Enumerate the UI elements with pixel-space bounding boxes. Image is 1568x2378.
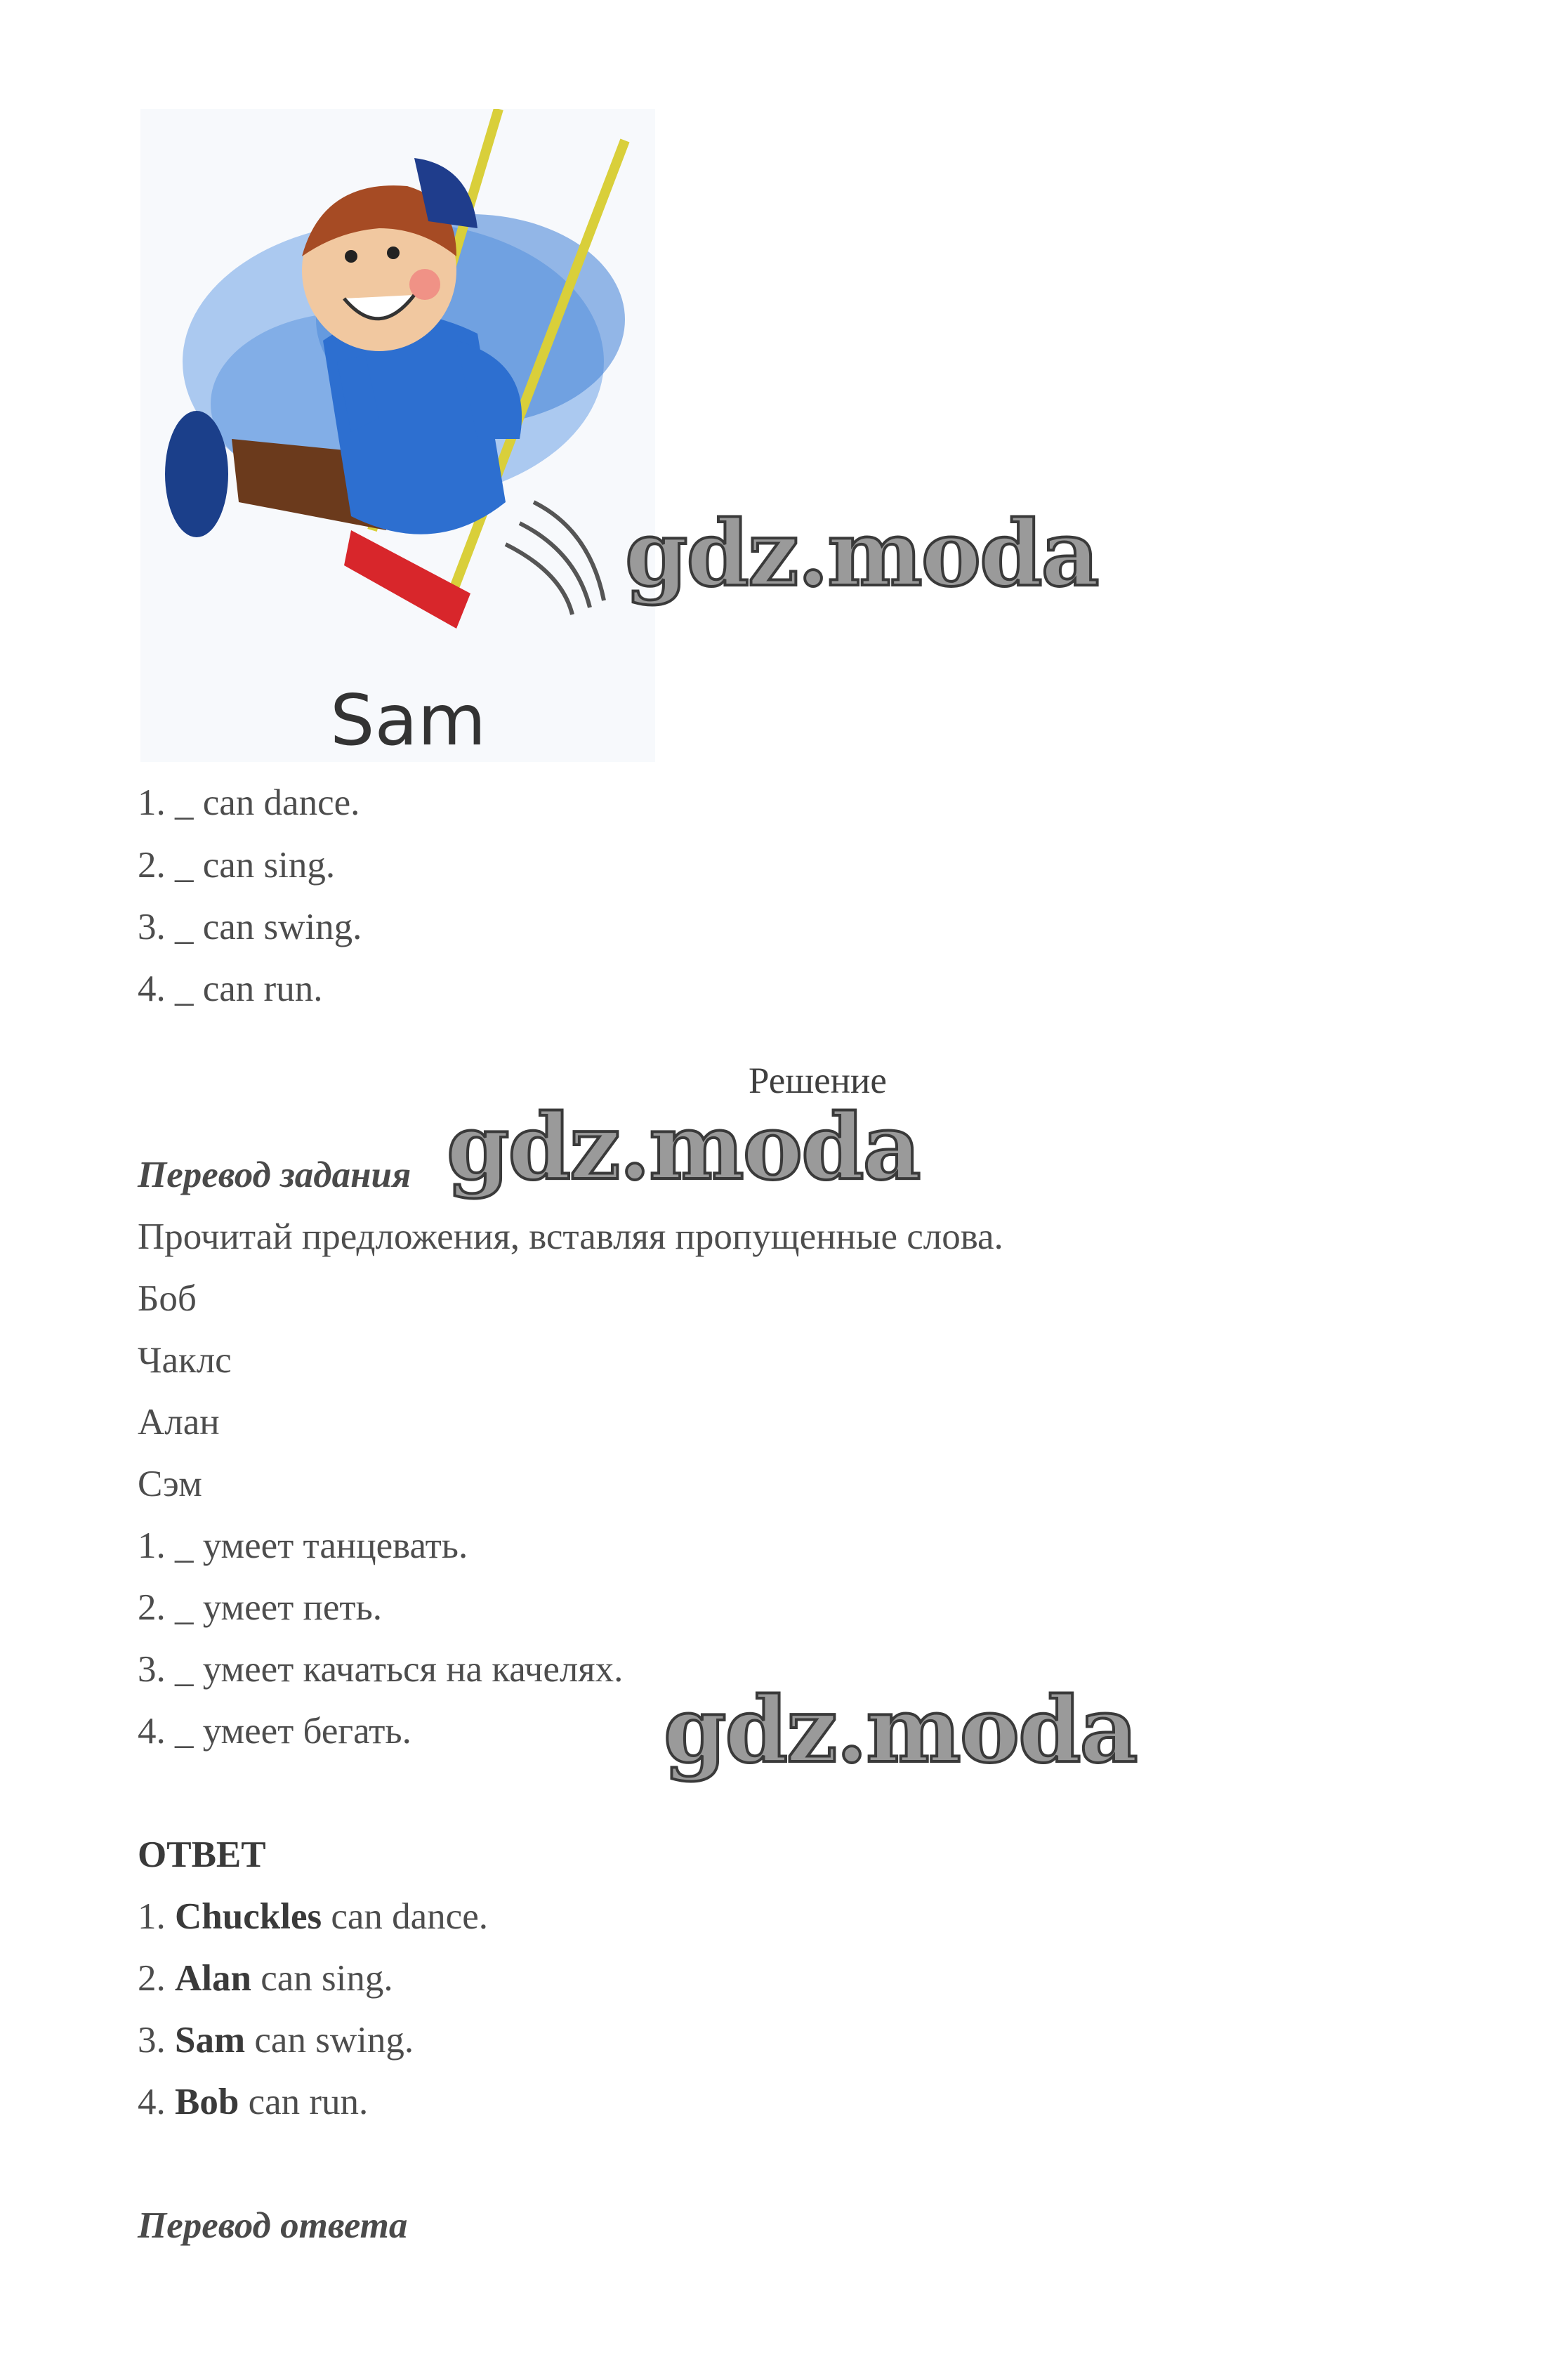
translation-line-2: 2. _ умеет петь. <box>138 1587 383 1628</box>
answer-rest: can sing. <box>261 1958 393 1999</box>
task-line-2: 2. _ can sing. <box>138 845 336 886</box>
name-ru-3: Алан <box>138 1402 220 1443</box>
boy-on-swing-image <box>140 109 655 762</box>
answer-line-1 <box>138 1898 488 1936</box>
answer-rest: can run. <box>248 2082 369 2122</box>
answer-number: 2. <box>138 1958 166 1999</box>
answer-line-3 <box>138 2022 414 2059</box>
translation-heading: Перевод задания <box>138 1155 411 1195</box>
answer-heading: ОТВЕТ <box>138 1834 266 1875</box>
watermark: gdz.moda <box>447 1095 920 1200</box>
watermark: gdz.moda <box>664 1678 1137 1783</box>
translation-instruction: Прочитай предложения, вставляя пропущенные слова. <box>138 1216 1003 1257</box>
answer-rest: can dance. <box>331 1896 488 1937</box>
solution-heading: Решение <box>749 1060 887 1101</box>
name-ru-2: Чаклс <box>138 1340 232 1381</box>
answer-name: Bob <box>175 2082 239 2122</box>
answer-name: Sam <box>175 2020 246 2061</box>
answer-line-4 <box>138 2084 368 2121</box>
answer-rest: can swing. <box>254 2020 414 2061</box>
translation-line-1: 1. _ умеет танцевать. <box>138 1525 468 1566</box>
task-line-3: 3. _ can swing. <box>138 907 362 947</box>
sam-illustration <box>140 109 655 762</box>
illustration-caption: Sam <box>330 679 487 761</box>
answer-number: 3. <box>138 2020 166 2061</box>
translation-line-4: 4. _ умеет бегать. <box>138 1711 411 1752</box>
watermark: gdz.moda <box>625 501 1098 607</box>
task-line-1: 1. _ can dance. <box>138 782 360 823</box>
name-ru-1: Боб <box>138 1278 197 1319</box>
translation-line-3: 3. _ умеет качаться на качелях. <box>138 1649 624 1690</box>
answer-number: 1. <box>138 1896 166 1937</box>
answer-name: Alan <box>175 1958 251 1999</box>
answer-line-2 <box>138 1960 393 1997</box>
name-ru-4: Сэм <box>138 1464 202 1504</box>
answer-number: 4. <box>138 2082 166 2122</box>
answer-name: Chuckles <box>175 1896 322 1937</box>
answer-translation-heading: Перевод ответа <box>138 2205 408 2246</box>
task-line-4: 4. _ can run. <box>138 968 323 1009</box>
